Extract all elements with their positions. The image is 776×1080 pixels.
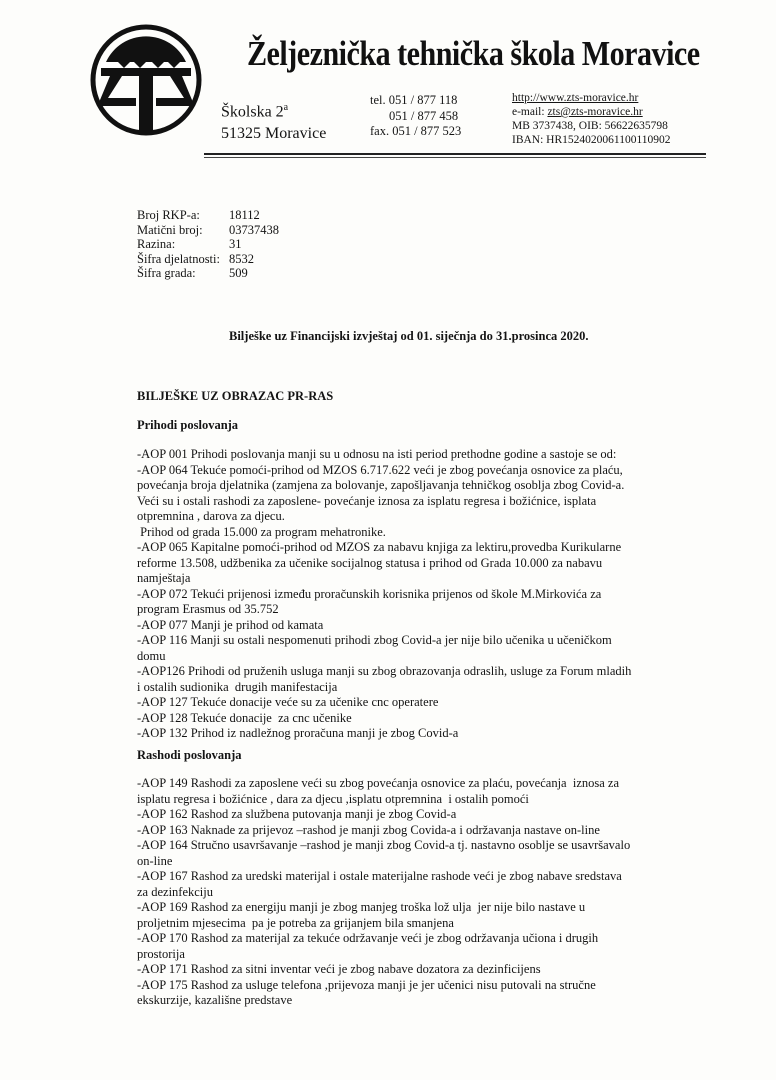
note-line: ekskurzije, kazališne predstave [137, 993, 293, 1007]
note-line: -AOP 171 Rashod za sitni inventar veći je zbog nabave dozatora za dezinficijens [137, 962, 541, 976]
meta-label: Šifra djelatnosti: [137, 251, 220, 266]
note-line: -AOP 065 Kapitalne pomoći-prihod od MZOS za nabavu knjiga za lektiru,provedba Kurikularne [137, 540, 622, 554]
note-line: reforme 13.508, udžbenika za učenike socijalnog statusa i prihod od Grada 10.000 za nabavu [137, 555, 603, 570]
meta-value: 18112 [229, 208, 260, 222]
mb-oib: MB 3737438, OIB: 56622635798 [512, 120, 668, 132]
meta-row [137, 252, 279, 267]
note-line: -AOP 175 Rashod za usluge telefona ,prijevoza manji je jer učenici nisu putovali na stručne [137, 977, 596, 992]
note-line: -AOP 149 Rashodi za zaposlene veći su zbog povećanja osnovice za plaću, povećanja iznosa za [137, 776, 619, 790]
meta-row [137, 223, 279, 238]
school-name: Željeznička tehnička škola Moravice [247, 34, 700, 73]
meta-value: 31 [229, 237, 242, 252]
header-divider-thin [204, 157, 706, 158]
school-address [221, 97, 326, 145]
note-line: i ostalih sudionika drugih manifestacija [137, 679, 338, 694]
address-street: Školska 2 [221, 103, 284, 121]
note-line: prostorija [137, 946, 185, 961]
note-line: za dezinfekciju [137, 884, 213, 899]
expenses-heading: Rashodi poslovanja [137, 748, 242, 762]
note-line: -AOP 164 Stručno usavršavanje –rashod je manji zbog Covid-a tj. nastavno osoblje se usavršavalo [137, 838, 631, 852]
email-label: e-mail: [512, 106, 548, 118]
header-divider [204, 153, 706, 155]
note-line: -AOP 170 Rashod za materijal za tekuće održavanje veći je zbog održavanja učiona i drugih [137, 931, 599, 945]
note-line: Veći su i ostali rashodi za zaposlene- povećanje iznosa za isplatu regresa i božićnice, isplata [137, 493, 597, 508]
address-city: 51325 Moravice [221, 125, 327, 143]
phone-numbers [370, 93, 461, 140]
form-heading: BILJEŠKE UZ OBRAZAC PR-RAS [137, 389, 334, 403]
revenue-notes [137, 447, 677, 742]
meta-value: 8532 [229, 251, 254, 266]
note-line: -AOP 163 Naknade za prijevoz –rashod je manji zbog Covida-a i održavanja nastave on-line [137, 822, 600, 837]
note-line: Prihod od grada 15.000 za program mehatronike. [137, 524, 386, 539]
iban: IBAN: HR1524020061100110902 [512, 134, 671, 146]
note-line: -AOP 072 Tekući prijenosi između proračunskih korisnika prijenos od škole M.Mirkovića za [137, 586, 602, 601]
tel-1: tel. 051 / 877 118 [370, 93, 458, 107]
meta-label: Šifra grada: [137, 266, 196, 281]
note-line: -AOP 128 Tekuće donacije za cnc učenike [137, 710, 352, 725]
note-line: proljetnim mjesecima pa je potreba za grijanjem bila smanjena [137, 915, 454, 930]
registration-info [137, 208, 279, 281]
note-line: -AOP 169 Rashod za energiju manji je zbog manjeg troška lož ulja jer nije bilo nastave u [137, 900, 586, 914]
note-line: isplatu regresa i božićnice , dara za djecu ,isplatu otpremnina i ostalih pomoći [137, 791, 529, 806]
meta-value: 03737438 [229, 222, 279, 237]
note-line: -AOP 167 Rashod za uredski materijal i ostale materijalne rashode veći je zbog nabave sredstava [137, 869, 622, 883]
fax: fax. 051 / 877 523 [370, 124, 462, 138]
website-link[interactable]: http://www.zts-moravice.hr [512, 92, 639, 104]
note-line: -AOP 127 Tekuće donacije veće su za učenike cnc operatere [137, 695, 439, 709]
note-line: -AOP126 Prihodi od pruženih usluga manji su zbog obrazovanja odraslih, usluge za Forum mladih [137, 664, 632, 678]
note-line: -AOP 116 Manji su ostali nespomenuti prihodi zbog Covid-a jer nije bilo učenika u učeničkom [137, 633, 612, 647]
meta-label: Razina: [137, 237, 176, 252]
note-line: on-line [137, 853, 173, 868]
note-line: -AOP 064 Tekuće pomoći-prihod od MZOS 6.717.622 veći je zbog povećanja osnovice za plaću, [137, 462, 623, 477]
address-street-sup: a [283, 102, 289, 113]
meta-label: Matični broj: [137, 222, 203, 237]
meta-label: Broj RKP-a: [137, 208, 200, 222]
note-line: otpremnina , darova za djecu. [137, 509, 285, 523]
note-line: povećanja broja djelatnika (zamjena za bolovanje, zapošljavanja tehničkog osoblja zbog Covid-a. [137, 478, 625, 492]
note-line: -AOP 001 Prihodi poslovanja manji su u odnosu na isti period prethodne godine a sastoje se od: [137, 447, 617, 461]
document-title: Bilješke uz Financijski izvještaj od 01. siječnja do 31.prosinca 2020. [229, 329, 589, 343]
school-logo [88, 22, 204, 138]
email-link[interactable]: zts@zts-moravice.hr [547, 106, 643, 118]
zts-logo-icon [88, 22, 204, 138]
note-line: -AOP 077 Manji je prihod od kamata [137, 617, 324, 632]
revenue-heading: Prihodi poslovanja [137, 418, 239, 432]
note-line: -AOP 162 Rashod za službena putovanja manji je zbog Covid-a [137, 807, 457, 821]
meta-row [137, 237, 279, 252]
meta-value: 509 [229, 266, 248, 281]
note-line: -AOP 132 Prihod iz nadležnog proračuna manji je zbog Covid-a [137, 726, 459, 740]
meta-row [137, 208, 279, 223]
note-line: program Erasmus od 35.752 [137, 602, 279, 616]
note-line: domu [137, 648, 166, 663]
expenses-notes [137, 776, 677, 1009]
contact-info [512, 91, 671, 147]
meta-row [137, 266, 279, 281]
note-line: namještaja [137, 571, 191, 585]
tel-2: 051 / 877 458 [389, 108, 459, 123]
